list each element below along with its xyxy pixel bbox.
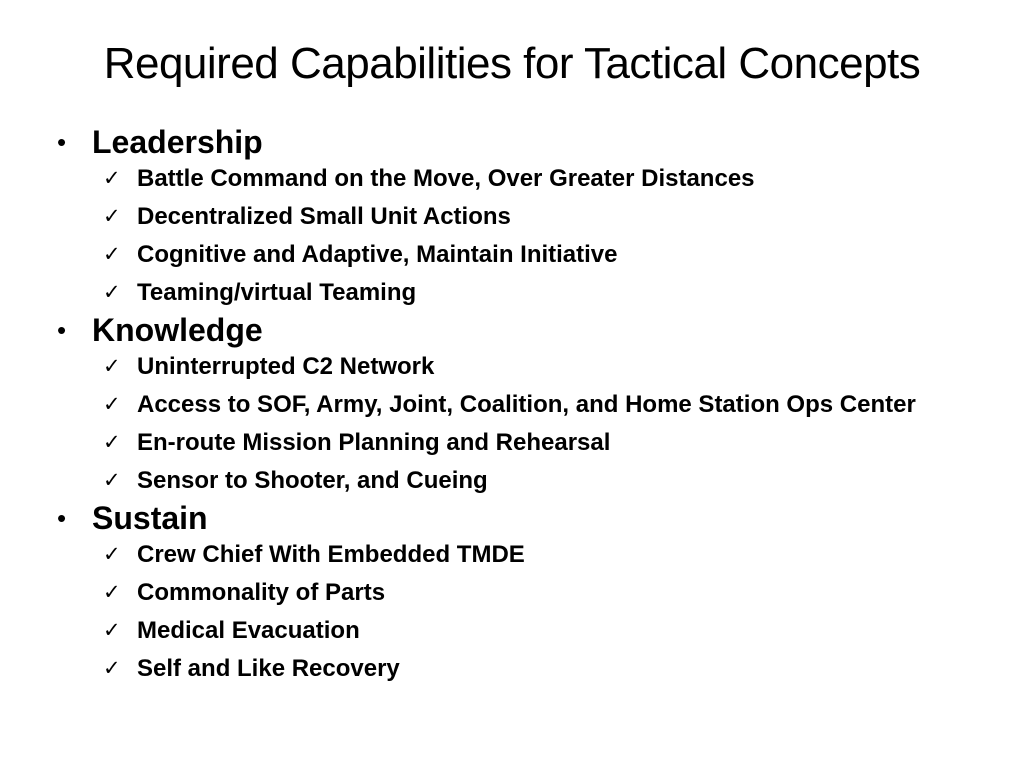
checkmark-icon: ✓: [103, 166, 121, 190]
list-item-label: Medical Evacuation: [137, 617, 360, 644]
section-items: [55, 163, 995, 308]
section-items: [55, 351, 995, 496]
bullet-icon: •: [57, 127, 67, 157]
slide-title: Required Capabilities for Tactical Concepts: [103, 39, 921, 88]
list-item: [103, 351, 977, 382]
section-heading-label: Knowledge: [92, 312, 263, 348]
checkmark-icon: ✓: [103, 204, 121, 228]
list-item: [103, 577, 977, 608]
list-item-label: Battle Command on the Move, Over Greater Distances: [137, 165, 755, 192]
list-item-label: En-route Mission Planning and Rehearsal: [137, 429, 611, 456]
list-item: [103, 615, 977, 646]
list-item: [103, 653, 977, 684]
list-item-label: Access to SOF, Army, Joint, Coalition, and Home Station Ops Center: [137, 391, 916, 418]
list-item-label: Commonality of Parts: [137, 579, 386, 606]
section-items: [55, 539, 995, 684]
capabilities-outline: [55, 121, 995, 685]
bullet-icon: •: [57, 315, 67, 345]
checkmark-icon: ✓: [103, 468, 121, 492]
list-item-label: Crew Chief With Embedded TMDE: [137, 541, 525, 568]
checkmark-icon: ✓: [103, 354, 121, 378]
section-heading-label: Leadership: [92, 124, 263, 160]
list-item-label: Teaming/virtual Teaming: [137, 279, 417, 306]
checkmark-icon: ✓: [103, 656, 121, 680]
bullet-icon: •: [57, 503, 67, 533]
list-item: [103, 277, 977, 308]
list-item: [103, 163, 977, 194]
section-heading-label: Sustain: [92, 500, 208, 536]
checkmark-icon: ✓: [103, 542, 121, 566]
checkmark-icon: ✓: [103, 242, 121, 266]
list-item-label: Self and Like Recovery: [137, 655, 400, 682]
list-item-label: Sensor to Shooter, and Cueing: [137, 467, 488, 494]
list-item: [103, 201, 977, 232]
list-item: [103, 239, 977, 270]
list-item-label: Uninterrupted C2 Network: [137, 353, 435, 380]
checkmark-icon: ✓: [103, 280, 121, 304]
section-heading: [55, 309, 995, 351]
list-item: [103, 389, 977, 420]
list-item: [103, 427, 977, 458]
list-item: [103, 465, 977, 496]
section-leadership: [55, 121, 995, 308]
checkmark-icon: ✓: [103, 430, 121, 454]
section-knowledge: [55, 309, 995, 496]
list-item-label: Decentralized Small Unit Actions: [137, 203, 511, 230]
checkmark-icon: ✓: [103, 392, 121, 416]
section-heading: [55, 121, 995, 163]
list-item: [103, 539, 977, 570]
checkmark-icon: ✓: [103, 618, 121, 642]
section-heading: [55, 497, 995, 539]
list-item-label: Cognitive and Adaptive, Maintain Initiative: [137, 241, 618, 268]
checkmark-icon: ✓: [103, 580, 121, 604]
section-sustain: [55, 497, 995, 684]
